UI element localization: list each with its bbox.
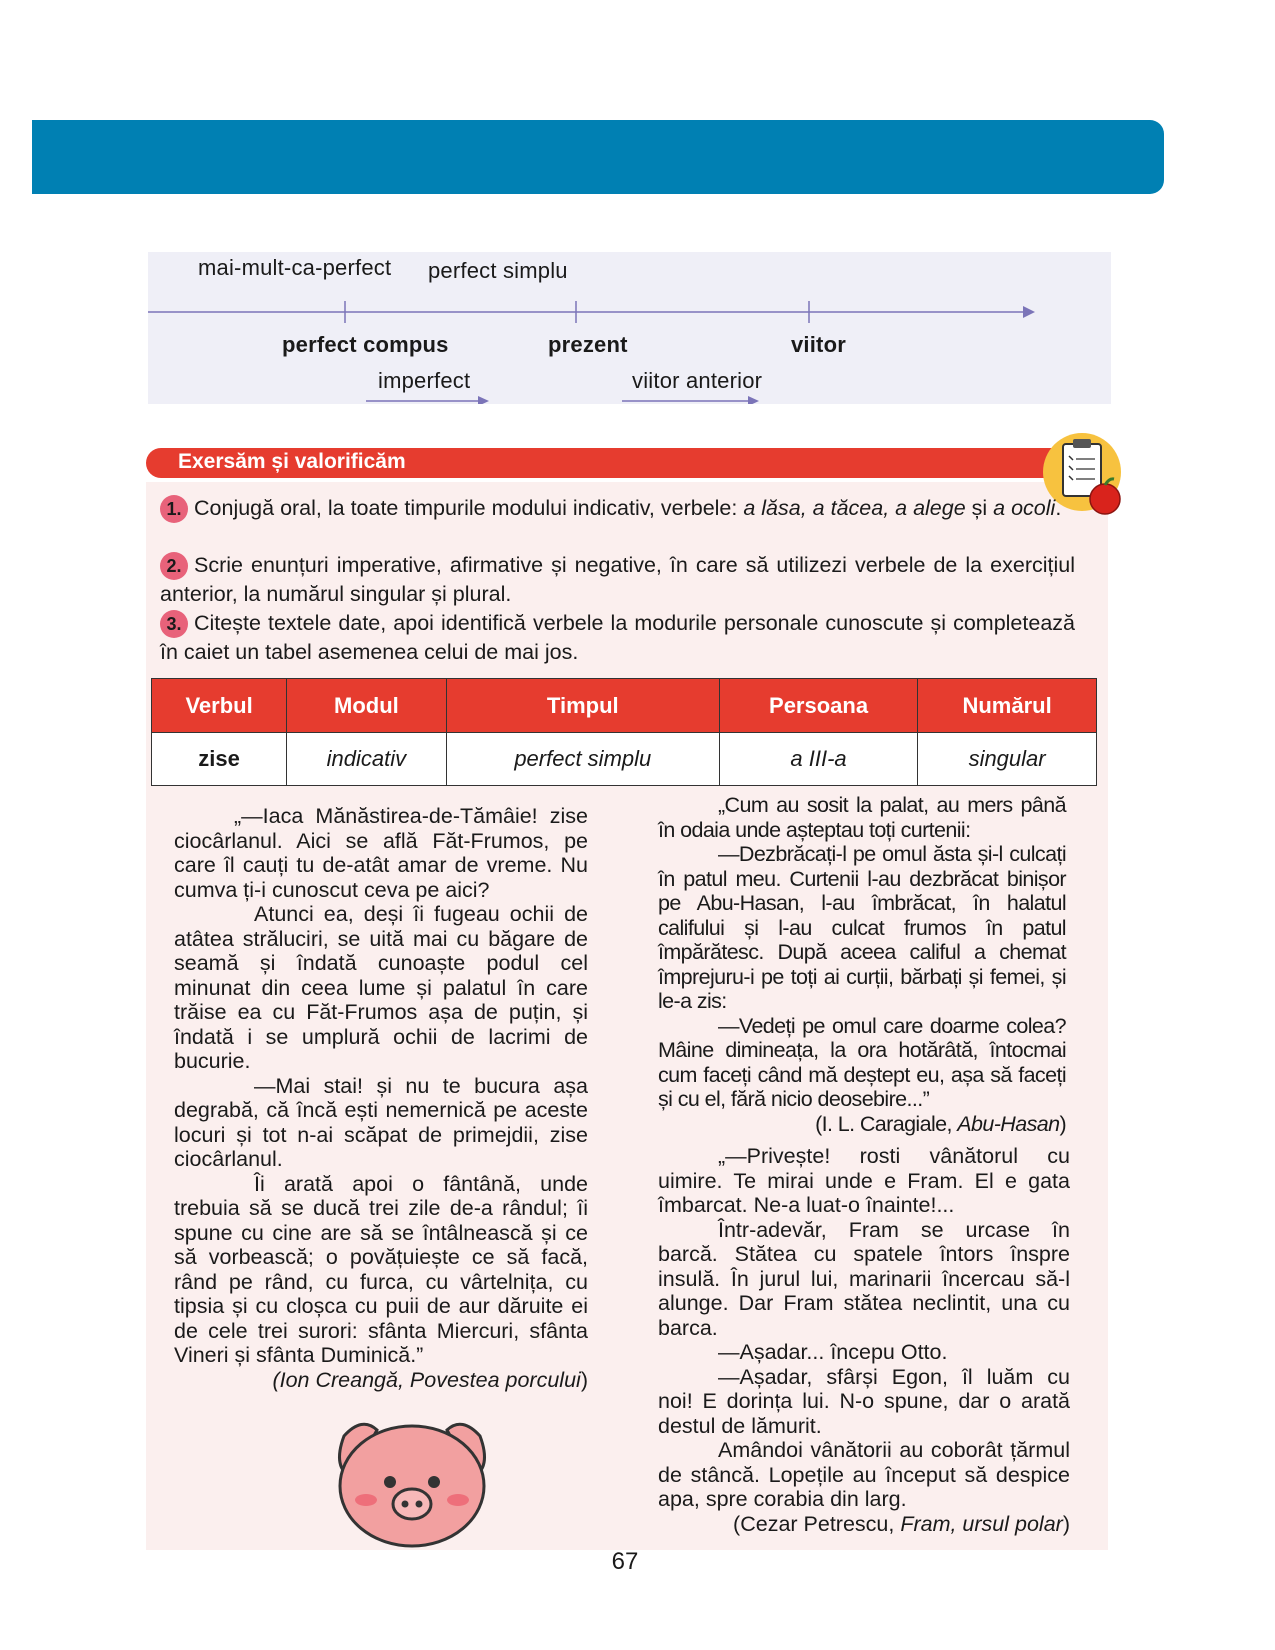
source-author: (I. L. Caragiale, (815, 1111, 958, 1136)
source-close: ) (580, 1367, 588, 1392)
cell-verb: zise (152, 733, 287, 786)
source-citation (658, 1512, 1070, 1537)
label-viitor: viitor (791, 332, 846, 357)
tense-timeline (148, 252, 1111, 404)
table-header-row (152, 679, 1097, 733)
header-persoana: Persoana (719, 679, 917, 733)
exercise-verb: a ocoli (993, 496, 1056, 520)
header-verbul: Verbul (152, 679, 287, 733)
header-numarul: Numărul (918, 679, 1097, 733)
source-title: Povestea porcului (409, 1367, 581, 1392)
exercise-3 (160, 609, 1075, 667)
label-imperfect: imperfect (378, 368, 471, 393)
exercise-text: și (965, 496, 994, 520)
source-title: Fram, ursul polar (900, 1511, 1063, 1536)
exercise-2 (160, 551, 1075, 609)
page-number: 67 (611, 1548, 639, 1575)
section-title: Exersăm și valorificăm (178, 450, 406, 473)
exercise-text: Scrie enunțuri imperative, afirmative și negative, în care să utilizezi verbele de la exercițiul anterior, la numărul singular și plural. (160, 553, 1075, 606)
viitor-anterior-arrowhead (748, 396, 759, 404)
text-fram (658, 1144, 1070, 1536)
chapter-banner (32, 120, 1164, 194)
paragraph: —Mai stai! și nu te bucura așa degrabă, că încă ești nemernică pe aceste locuri și tot n-ai scăpat de primejdii, zise ciocârlanul. (174, 1073, 588, 1171)
label-viitor-anterior: viitor anterior (632, 368, 763, 393)
header-timpul: Timpul (446, 679, 719, 733)
table-row (152, 733, 1097, 786)
label-perfect-compus: perfect compus (282, 332, 449, 357)
exercise-text: Conjugă oral, la toate timpurile modului indicativ, verbele: (194, 496, 744, 520)
verb-analysis-table (151, 678, 1097, 786)
exercise-text: Citește textele date, apoi identifică verbele la modurile personale cunoscute și completează în caiet un tabel asemenea celui de mai jos. (160, 611, 1075, 664)
cell-mode: indicativ (287, 733, 446, 786)
imperfect-arrowhead (478, 396, 489, 404)
paragraph: —Vedeți pe omul care doarme colea? Mâine dimineața, la ora hotărâtă, întocmai cum faceți când mă deștept eu, așa să faceți și cu el, fără nicio deosebire...” (658, 1013, 1066, 1111)
cell-person: a III-a (719, 733, 917, 786)
source-close: ) (1062, 1511, 1070, 1536)
cell-tense: perfect simplu (446, 733, 719, 786)
label-prezent: prezent (548, 332, 628, 357)
exercise-verbs: a lăsa, a tăcea, a alege (743, 496, 966, 520)
paragraph: Amândoi vânătorii au coborât țărmul de stâncă. Lopețile au început să despice apa, spre corabia din larg. (658, 1438, 1070, 1511)
timeline-arrowhead (1023, 306, 1035, 318)
exercise-1 (160, 494, 1075, 523)
text-povestea-porcului (174, 804, 588, 1392)
exercise-text: . (1055, 496, 1062, 520)
text-abu-hasan (658, 793, 1066, 1136)
source-author: (Cezar Petrescu, (733, 1511, 901, 1536)
cell-number: singular (918, 733, 1097, 786)
paragraph: Îi arată apoi o fântână, unde trebuia să se ducă trei zile de-a rândul; îi spune cu cine are să se întâlnească și ce să vorbească; o povățuiește ce să facă, rând pe rând, cu furca, cu vârtelnița, cu tipsia și cu cloșca cu puii de aur dăruite ei de cele trei surori: sfânta Miercuri, sfânta Vineri și sfânta Duminică.” (174, 1171, 588, 1367)
label-perfect-simplu: perfect simplu (428, 258, 568, 283)
header-modul: Modul (287, 679, 446, 733)
label-mai-mult-ca-perfect: mai-mult-ca-perfect (198, 255, 392, 280)
paragraph: —Dezbrăcați-l pe omul ăsta și-l culcați în patul meu. Curtenii l-au dezbrăcat binișor pe Abu-Hasan, l-au îmbrăcat, în halatul califului și l-au culcat frumos în patul împărătesc. După aceea califul a chemat împrejuru-i pe toți ai curții, bărbați și femei, și le-a zis: (658, 842, 1066, 1013)
paragraph: „—Privește! rosti vânătorul cu uimire. Te mirai unde e Fram. El e gata îmbarcat. Ne-a luat-o înainte!... (658, 1144, 1070, 1217)
paragraph: „Cum au sosit la palat, au mers până în odaia unde așteptau toți curtenii: (658, 793, 1066, 842)
paragraph: „—Iaca Mănăstirea-de-Tămâie! zise ciocârlanul. Aici se află Făt-Frumos, pe care îl cauți tu de-atât amar de vreme. Nu cumva ți-i cunoscut ceva pe aici? (174, 804, 588, 902)
exercise-number: 3. (160, 610, 188, 638)
source-close: ) (1059, 1111, 1066, 1136)
section-header (146, 448, 1086, 478)
source-title: Abu-Hasan (957, 1111, 1060, 1136)
exercise-number: 2. (160, 552, 188, 580)
exercise-number: 1. (160, 495, 188, 523)
pig-illustration (322, 1408, 502, 1548)
paragraph: Atunci ea, deși îi fugeau ochii de atâtea străluciri, se uită mai cu băgare de seamă și îndată cunoaște podul cel minunat din ceea lume și palatul în care trăise ea cu Făt-Frumos așa de puțin, și îndată i se umplură ochii de lacrimi de bucurie. (174, 902, 588, 1073)
paragraph: —Așadar... începu Otto. (718, 1340, 948, 1364)
paragraph: —Așadar, sfârși Egon, îl luăm cu noi! E dorința lui. N-o spune, dar o arată destul de lămurit. (658, 1364, 1070, 1438)
source-citation (174, 1368, 588, 1393)
source-citation (658, 1112, 1066, 1137)
paragraph: Într-adevăr, Fram se urcase în barcă. Stătea cu spatele întors înspre insulă. În jurul lui, marinarii încercau să-l alunge. Dar Fram stătea neclintit, una cu barca. (658, 1217, 1070, 1340)
source-author: (Ion Creangă, (272, 1367, 410, 1392)
